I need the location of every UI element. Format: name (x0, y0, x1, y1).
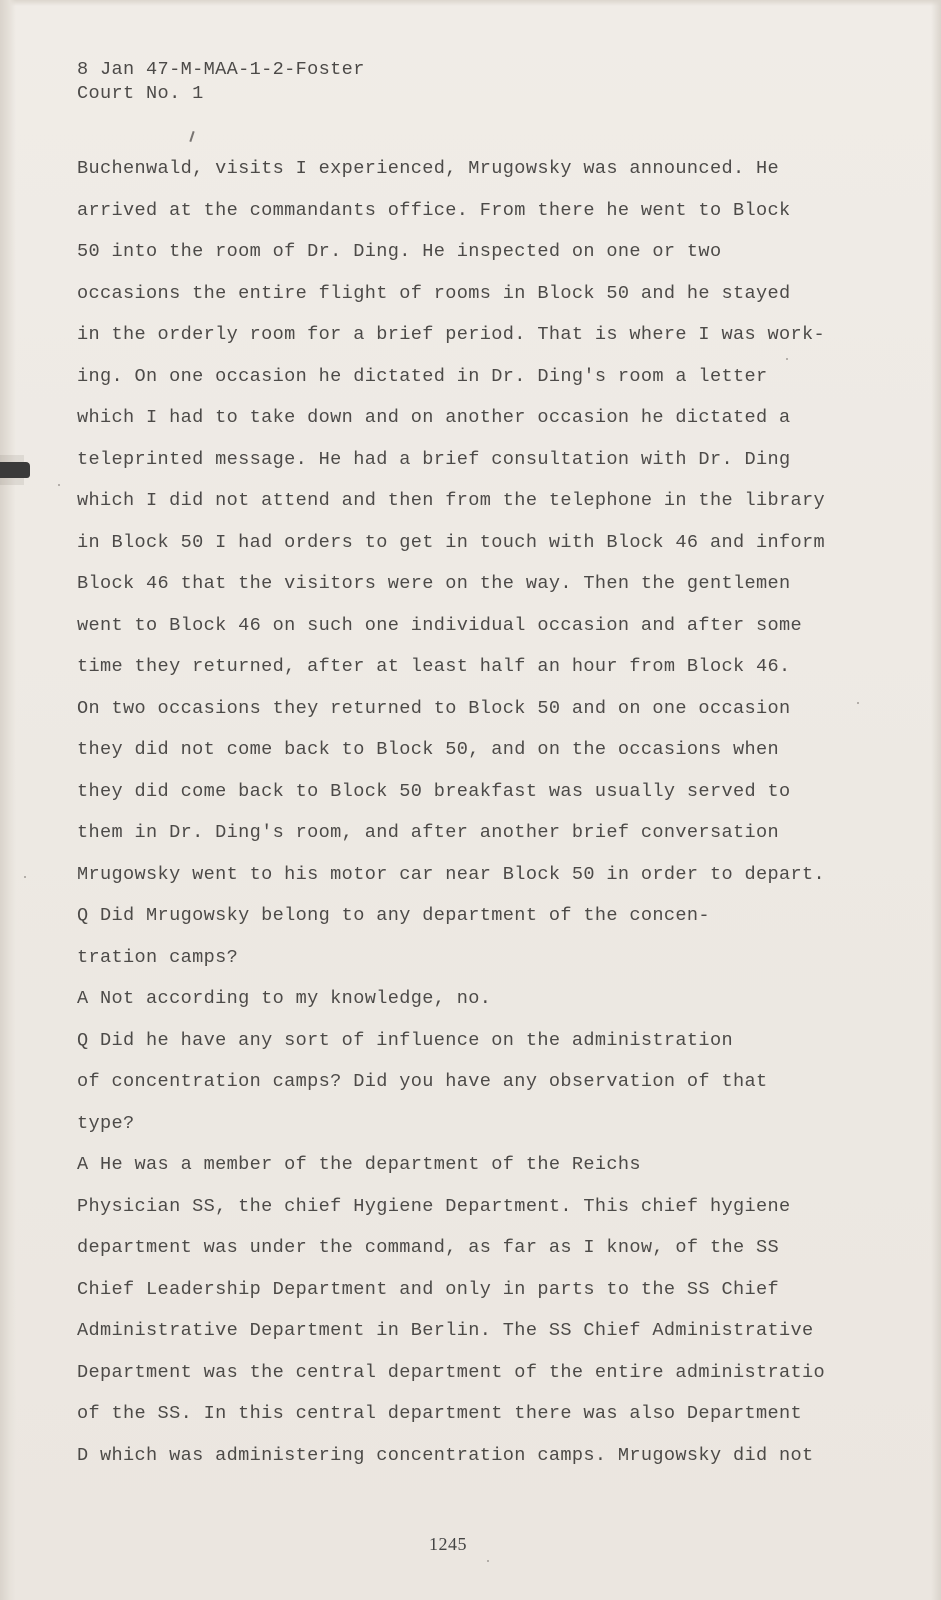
transcript-line: 50 into the room of Dr. Ding. He inspected on one or two (77, 241, 722, 262)
question-line: Q Did he have any sort of influence on the administration (77, 1029, 733, 1051)
transcript-line: teleprinted message. He had a brief consultation with Dr. Ding (77, 448, 791, 470)
question-line: Q Did Mrugowsky belong to any department of the concen- (77, 905, 710, 926)
paper-speck (58, 484, 60, 486)
transcript-body (77, 157, 937, 1597)
transcript-line: they did not come back to Block 50, and on the occasions when (77, 739, 779, 760)
transcript-line: them in Dr. Ding's room, and after another brief conversation (77, 822, 779, 843)
header-case-reference: 8 Jan 47-M-MAA-1-2-Foster (77, 59, 365, 80)
transcript-line: department was under the command, as far as I know, of the SS (77, 1237, 779, 1258)
transcript-line: in the orderly room for a brief period. That is where I was work- (77, 324, 826, 345)
page-top-edge (0, 0, 941, 6)
paper-speck (857, 702, 859, 704)
transcript-line: which I did not attend and then from the telephone in the library (77, 490, 826, 511)
transcript-line: which I had to take down and on another occasion he dictated a (77, 407, 791, 428)
transcript-line: Mrugowsky went to his motor car near Block 50 in order to depart. (77, 863, 826, 885)
paper-speck (786, 358, 788, 360)
transcript-line: tration camps? (77, 946, 239, 968)
transcript-line: Block 46 that the visitors were on the way. Then the gentlemen (77, 573, 791, 594)
document-header (77, 58, 365, 106)
pen-tick-mark (189, 131, 194, 142)
transcript-line: went to Block 46 on such one individual occasion and after some (77, 614, 803, 636)
answer-line: A Not according to my knowledge, no. (77, 988, 492, 1009)
transcript-line: ing. On one occasion he dictated in Dr. Ding's room a letter (77, 365, 768, 387)
transcript-line: in Block 50 I had orders to get in touch with Block 46 and inform (77, 531, 826, 553)
paper-speck (487, 1560, 489, 1562)
transcript-line: Physician SS, the chief Hygiene Department. This chief hygiene (77, 1195, 791, 1217)
transcript-line: On two occasions they returned to Block 50 and on one occasion (77, 697, 791, 719)
transcript-line: they did come back to Block 50 breakfast was usually served to (77, 780, 791, 802)
page-left-edge (0, 0, 16, 1600)
binding-clip-mark (0, 462, 30, 478)
page-number: 1245 (429, 1534, 467, 1554)
transcript-line: occasions the entire flight of rooms in Block 50 and he stayed (77, 282, 791, 304)
transcript-line: of concentration camps? Did you have any observation of that (77, 1071, 768, 1092)
transcript-line: Buchenwald, visits I experienced, Mrugowsky was announced. He (77, 158, 779, 179)
answer-line: A He was a member of the department of the Reichs (77, 1154, 641, 1175)
paper-speck (24, 876, 26, 878)
transcript-line: time they returned, after at least half an hour from Block 46. (77, 656, 791, 677)
transcript-line: Administrative Department in Berlin. The SS Chief Administrative (77, 1320, 814, 1341)
transcript-line: Chief Leadership Department and only in parts to the SS Chief (77, 1278, 779, 1300)
header-court-number: Court No. 1 (77, 83, 204, 104)
transcript-line: arrived at the commandants office. From there he went to Block (77, 199, 791, 221)
transcript-line: D which was administering concentration camps. Mrugowsky did not (77, 1444, 814, 1466)
transcript-line: of the SS. In this central department there was also Department (77, 1403, 803, 1424)
transcript-line: type? (77, 1112, 135, 1134)
transcript-line: Department was the central department of the entire administratio (77, 1361, 826, 1383)
